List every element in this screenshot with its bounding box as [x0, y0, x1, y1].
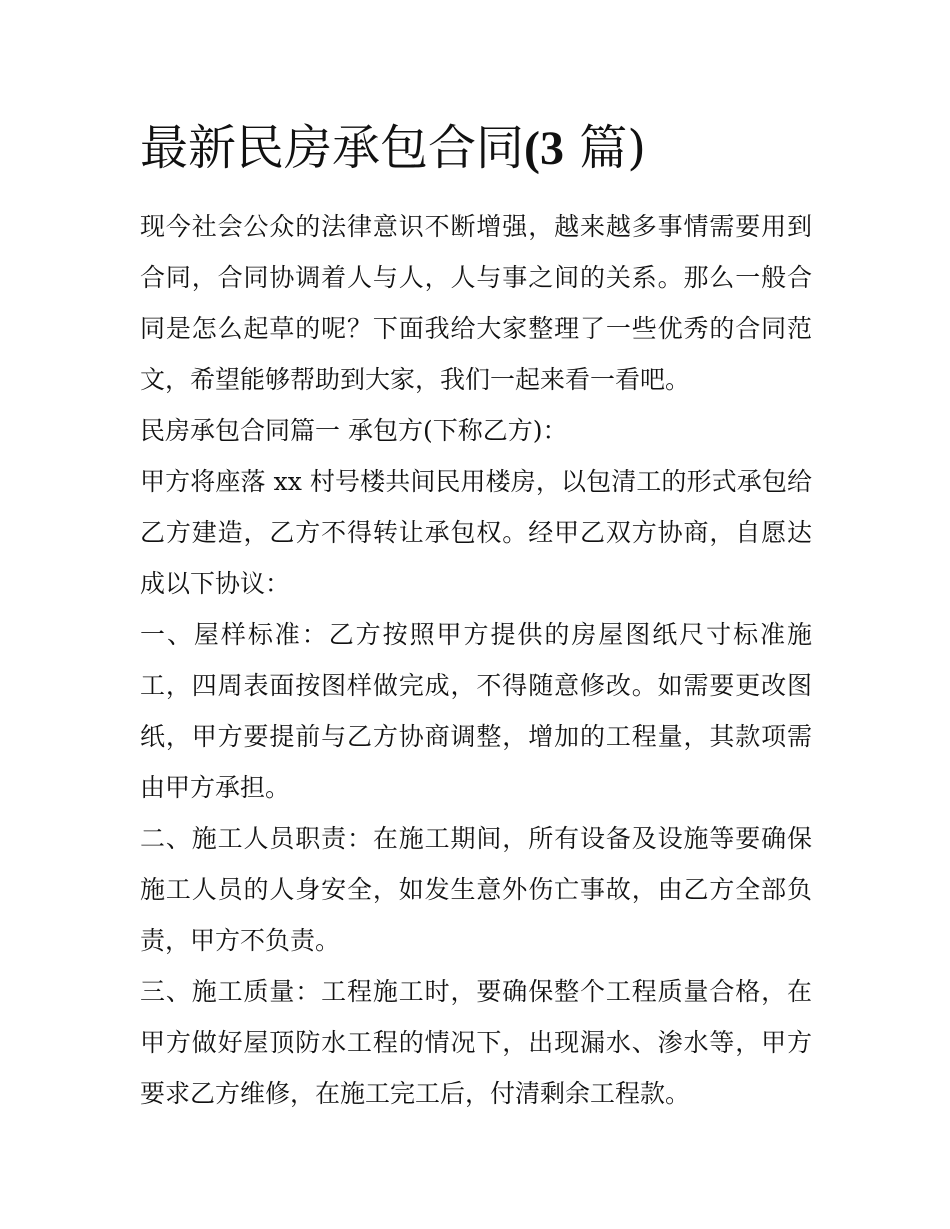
clause-paragraph-1: 一、屋样标准：乙方按照甲方提供的房屋图纸尺寸标准施工，四周表面按图样做完成，不得随意修改。如需要更改图纸，甲方要提前与乙方协商调整，增加的工程量，其款项需由甲方承担。 — [140, 620, 812, 802]
title-open-paren: ( — [524, 122, 540, 175]
document-page — [140, 112, 812, 1119]
section-heading: 民房承包合同篇一 承包方(下称乙方)： — [140, 416, 568, 445]
clause-paragraph-3: 三、施工质量：工程施工时，要确保整个工程质量合格，在甲方做好屋顶防水工程的情况下，出现漏水、渗水等，甲方要求乙方维修，在施工完工后，付清剩余工程款。 — [140, 977, 812, 1108]
document-body — [140, 201, 812, 1119]
title-text: 最新民房承包合同 — [140, 120, 525, 176]
title-count: 3 — [540, 122, 564, 175]
title-suffix: 篇) — [564, 120, 646, 176]
document-title — [140, 112, 812, 185]
contract-paragraph: 甲方将座落 xx 村号楼共间民用楼房，以包清工的形式承包给乙方建造，乙方不得转让承包权。经甲乙双方协商，自愿达成以下协议： — [140, 467, 812, 598]
intro-paragraph: 现今社会公众的法律意识不断增强，越来越多事情需要用到合同，合同协调着人与人，人与事之间的关系。那么一般合同是怎么起草的呢？下面我给大家整理了一些优秀的合同范文，希望能够帮助到大家，我们一起来看一看吧。 — [140, 212, 812, 394]
clause-paragraph-2: 二、施工人员职责：在施工期间，所有设备及设施等要确保施工人员的人身安全，如发生意外伤亡事故，由乙方全部负责，甲方不负责。 — [140, 824, 812, 955]
